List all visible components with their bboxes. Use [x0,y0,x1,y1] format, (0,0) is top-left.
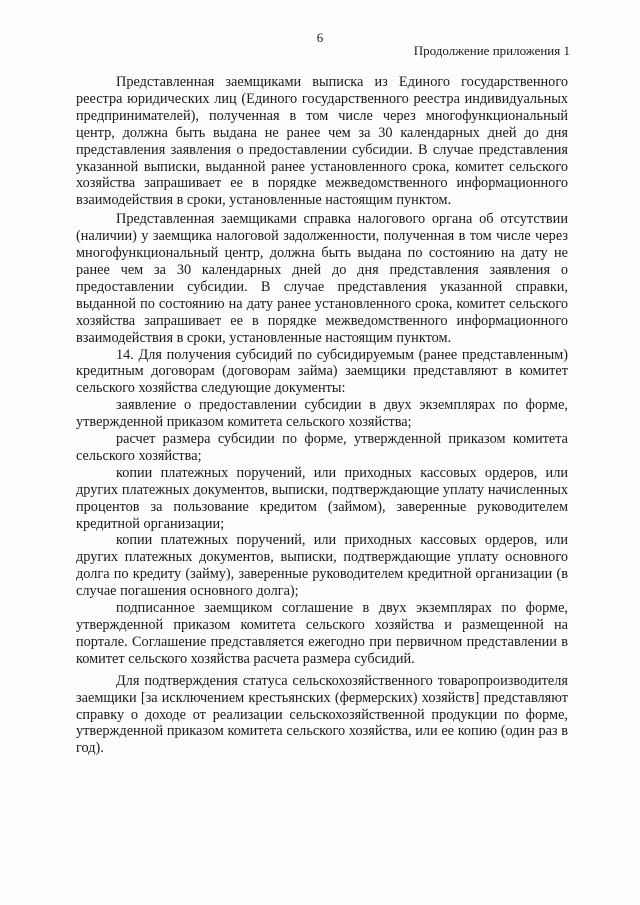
paragraph-tax-certificate: Представленная заемщиками справка налогового органа об отсутствии (наличии) у заемщика налоговой задолженности, полученная в том числе через многофункциональный центр, должна быть выдана по состоянию на дату не ранее чем за 30 календарных дней до дня представления заявления о предоставлении субсидии. В случае представления указанной справки, выданной по состоянию на дату ранее установленного срока, комитет сельского хозяйства запрашивает ее в порядке межведомственного информационного взаимодействия в сроки, установленные настоящим пунктом. [76,211,568,346]
paragraph-registry-extract: Представленная заемщиками выписка из Единого государственного реестра юридических лиц (Единого государственного реестра индивидуальных предпринимателей), полученная в том числе через многофункциональный центр, должна быть выдана не ранее чем за 30 календарных дней до дня представления заявления о предоставлении субсидии. В случае представления указанной выписки, выданной ранее установленного срока, комитет сельского хозяйства запрашивает ее в порядке межведомственного информационного взаимодействия в сроки, установленные настоящим пунктом. [76,74,568,209]
list-item-interest-payment-copies: копии платежных поручений, или приходных кассовых ордеров, или других платежных документов, выписки, подтверждающие уплату начисленных процентов за пользование кредитом (займом), заверенные руководителем кредитной организации; [76,464,568,532]
page-number: 6 [316,30,324,45]
list-item-application: заявление о предоставлении субсидии в двух экземплярах по форме, утвержденной приказом комитета сельского хозяйства; [76,397,568,431]
list-item-principal-payment-copies: копии платежных поручений, или приходных кассовых ордеров, или других платежных документов, выписки, подтверждающие уплату основного долга по кредиту (займу), заверенные руководителем кредитной организации (в случае погашения основного долга); [76,532,568,600]
list-item-subsidy-calculation: расчет размера субсидии по форме, утвержденной приказом комитета сельского хозяйства; [76,431,568,464]
paragraph-item-14: 14. Для получения субсидий по субсидируемым (ранее представленным) кредитным договорам (договорам займа) заемщики представляют в комитет сельского хозяйства следующие документы: [76,346,568,397]
list-item-signed-agreement: подписанное заемщиком соглашение в двух экземплярах по форме, утвержденной приказом комитета сельского хозяйства и размещенной на портале. Соглашение представляется ежегодно при первичном представлении в комитет сельского хозяйства расчета размера субсидий. [76,600,568,667]
paragraph-producer-status: Для подтверждения статуса сельскохозяйственного товаропроизводителя заемщики [за исключением крестьянских (фермерских) хозяйств] представляют справку о доходе от реализации сельскохозяйственной продукции по форме, утвержденной приказом комитета сельского хозяйства, или ее копию (один раз в год). [76,672,568,757]
appendix-note: Продолжение приложения 1 [413,43,570,58]
document-body [76,74,568,757]
